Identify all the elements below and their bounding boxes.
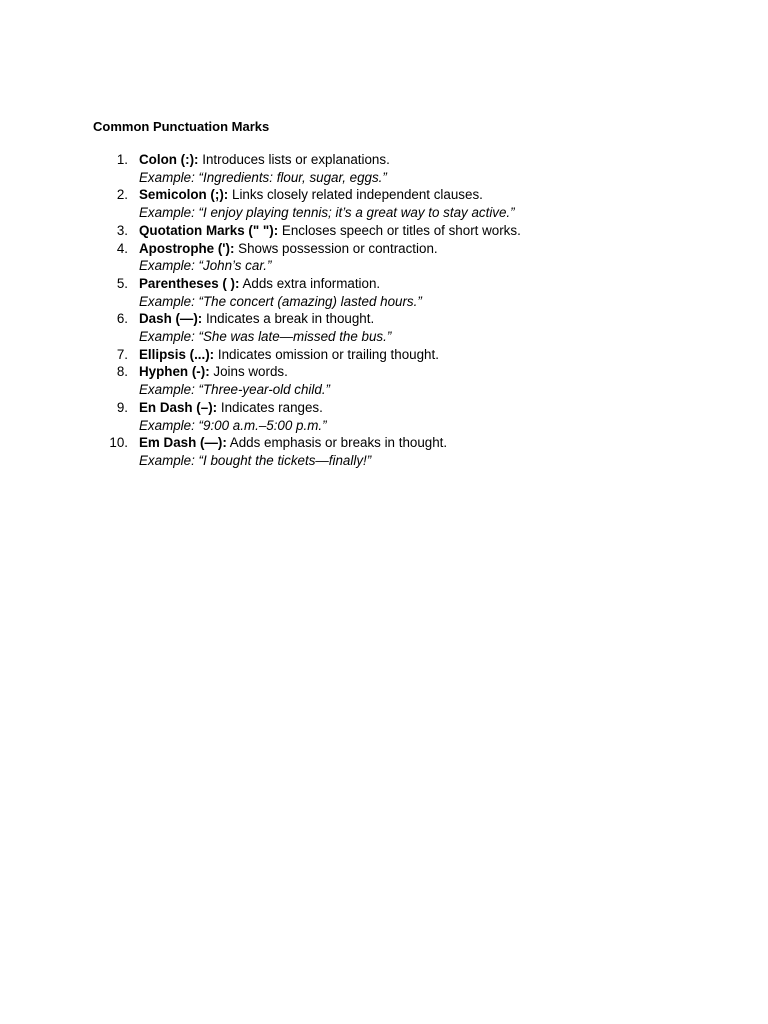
term-description: Adds extra information. [239, 275, 381, 291]
term-label: Colon (:): [139, 152, 199, 167]
list-item-number: 10. [109, 435, 128, 451]
document-title: Common Punctuation Marks [93, 119, 270, 134]
definition-line [139, 222, 768, 240]
definition-line [139, 151, 768, 169]
term-description: Joins words. [209, 364, 288, 380]
definition-line [139, 346, 768, 364]
definition-line [139, 399, 768, 417]
term-label: En Dash (–): [139, 399, 218, 415]
list-item [0, 240, 768, 275]
definition-line [139, 434, 768, 452]
list-item-number: 2. [116, 187, 128, 203]
example-text: Example: “I bought the tickets—finally!” [139, 452, 372, 468]
list-item [0, 310, 768, 345]
list-item-number: 1. [116, 152, 128, 167]
list-item [0, 434, 768, 469]
term-label: Apostrophe ('): [139, 240, 235, 256]
example-text: Example: “9:00 a.m.–5:00 p.m.” [139, 417, 327, 433]
definition-line [139, 275, 768, 293]
list-item-number: 9. [116, 399, 128, 415]
term-label: Parentheses ( ): [139, 275, 240, 291]
term-label: Hyphen (-): [139, 364, 210, 380]
term-description: Indicates a break in thought. [202, 311, 375, 327]
term-description: Shows possession or contraction. [234, 240, 438, 256]
list-item [0, 151, 768, 186]
term-description: Indicates omission or trailing thought. [214, 346, 439, 362]
list-item [0, 186, 768, 221]
list-item-number: 5. [116, 275, 128, 291]
term-description: Encloses speech or titles of short works. [278, 222, 521, 238]
list-item-number: 8. [116, 364, 128, 380]
list-item [0, 222, 768, 240]
list-item [0, 275, 768, 310]
definition-line [139, 240, 768, 258]
term-label: Semicolon (;): [139, 187, 229, 203]
definition-line [139, 363, 768, 381]
list-item-number: 7. [116, 346, 128, 362]
example-text: Example: “Three-year-old child.” [139, 382, 331, 398]
example-text: Example: “Ingredients: flour, sugar, eggs.” [139, 169, 387, 185]
list-item-number: 4. [116, 240, 128, 256]
example-text: Example: “I enjoy playing tennis; it’s a great way to stay active.” [139, 205, 515, 221]
list-item [0, 363, 768, 398]
term-description: Links closely related independent clauses. [228, 187, 483, 203]
example-text: Example: “John’s car.” [139, 258, 272, 274]
list-item [0, 346, 768, 364]
example-text: Example: “The concert (amazing) lasted hours.” [139, 293, 422, 309]
list-item-number: 3. [116, 222, 128, 238]
term-label: Em Dash (—): [139, 435, 227, 451]
term-description: Introduces lists or explanations. [198, 152, 390, 167]
definition-line [139, 310, 768, 328]
term-description: Adds emphasis or breaks in thought. [226, 435, 448, 451]
punctuation-list [0, 151, 768, 470]
term-description: Indicates ranges. [217, 399, 323, 415]
term-label: Dash (—): [139, 311, 203, 327]
definition-line [139, 186, 768, 204]
term-label: Ellipsis (...): [139, 346, 215, 362]
example-text: Example: “She was late—missed the bus.” [139, 329, 392, 345]
term-label: Quotation Marks (" "): [139, 222, 279, 238]
list-item [0, 399, 768, 434]
list-item-number: 6. [116, 311, 128, 327]
